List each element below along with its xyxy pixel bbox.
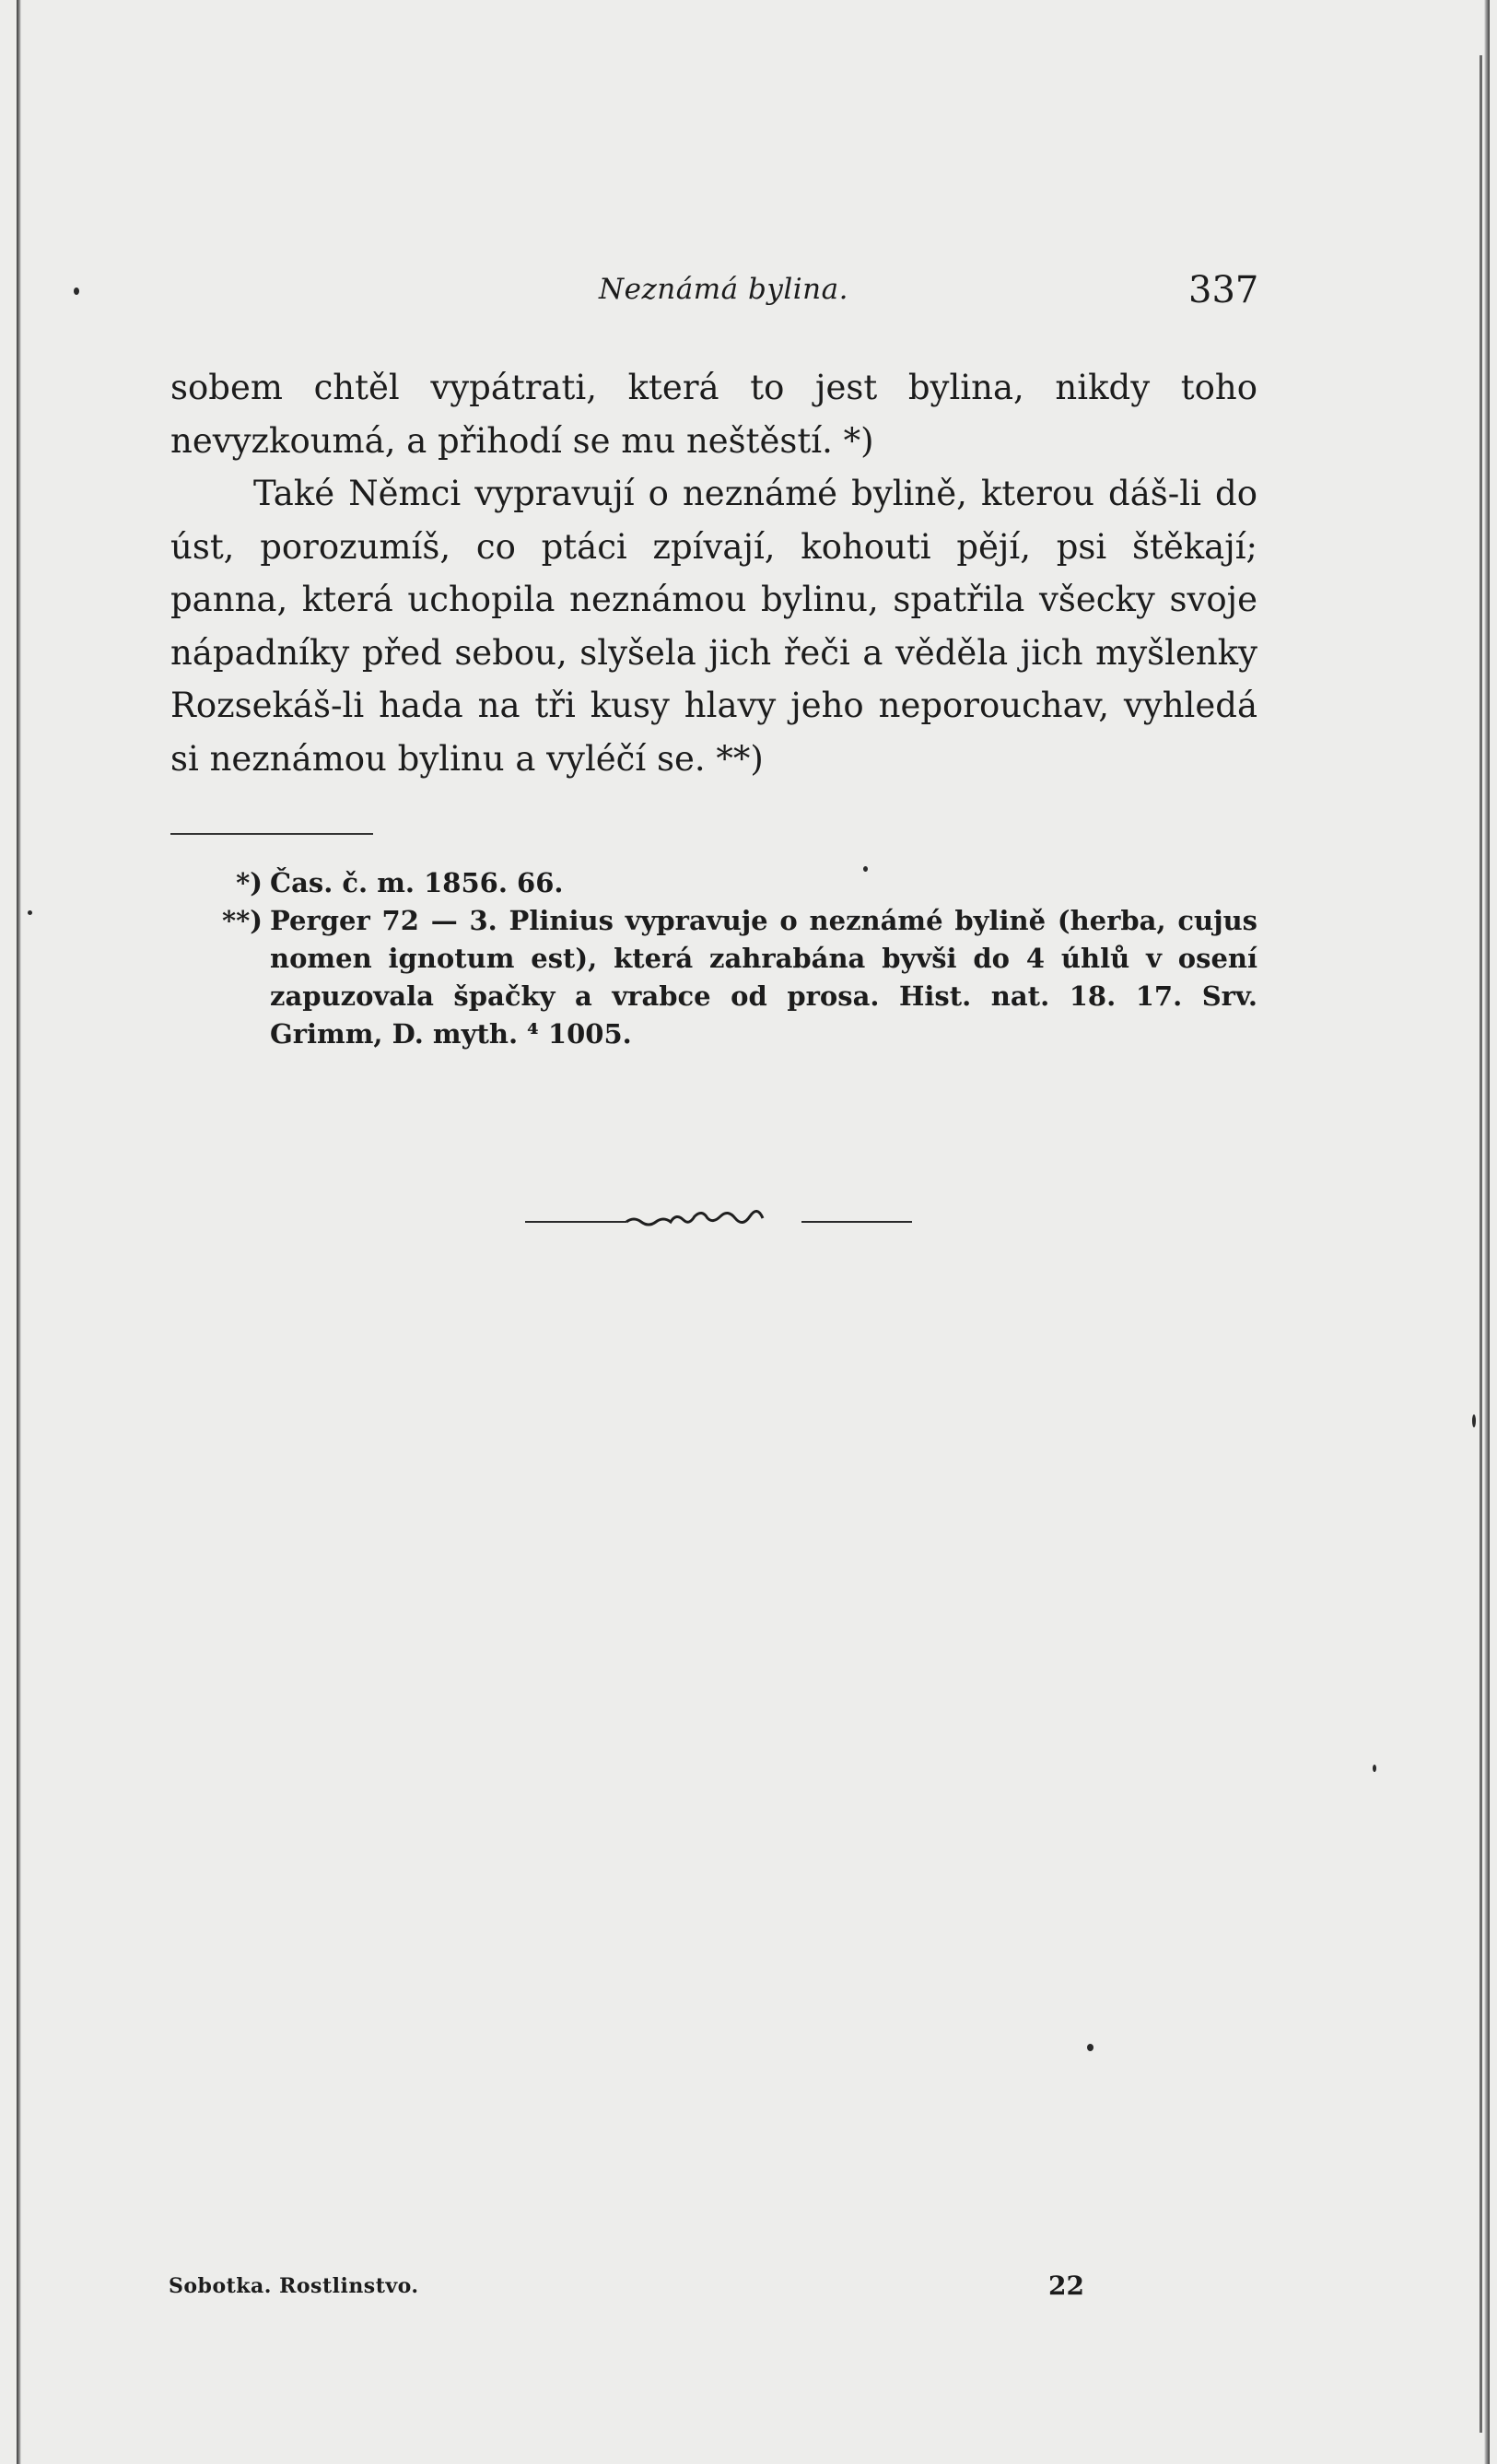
running-head (0, 269, 1497, 313)
footnote-mark: **) (221, 905, 263, 936)
ornament-divider (525, 1207, 912, 1235)
scan-speck (1472, 1414, 1476, 1427)
scan-speck (28, 910, 32, 915)
page-edge-right-shadow (1484, 0, 1490, 2464)
footnote-text: Perger 72 — 3. Plinius vypravuje o neznámé bylině (herba, cujus nomen ignotum est), která zahrabána byvši do 4 úhlů v osení zapuzovala špačky a vrabce od prosa. Hist. nat. 18. 17. Srv. Grimm, D. myth. ⁴ 1005. (270, 905, 1257, 1050)
paragraph-1: sobem chtěl vypátrati, která to jest bylina, nikdy toho nevyzkoumá, a přihodí se mu neštěstí. *) (170, 368, 1257, 461)
footnotes (170, 864, 1257, 1053)
footnote-1 (170, 864, 1257, 902)
scan-speck (863, 866, 868, 872)
footnote-2 (170, 902, 1257, 1053)
page-footer (0, 2270, 1497, 2311)
page-edge-right (1479, 55, 1482, 2433)
running-title: Neznámá bylina. (599, 273, 848, 306)
page-number: 337 (1188, 269, 1259, 311)
printer-signature: Sobotka. Rostlinstvo. (169, 2274, 419, 2298)
paragraph-2: Také Němci vypravují o neznámé bylině, kterou dáš-li do úst, porozumíš, co ptáci zpívají, kohouti pějí, psi štěkají; panna, která uchopila neznámou bylinu, spatřila všecky svoje nápadníky před sebou, slyšela jich řeči a věděla jich myšlenky Rozsekáš-li hada na tři kusy hlavy jeho neporouchav, vyhledá si neznámou bylinu a vyléčí se. **) (170, 474, 1257, 779)
sheet-number: 22 (1048, 2270, 1084, 2301)
page-edge-left (17, 0, 21, 2464)
body-text (170, 361, 1257, 785)
scan-speck (1373, 1765, 1376, 1772)
footnote-mark: *) (236, 867, 263, 898)
scan-speck (74, 287, 79, 295)
footnote-text: Čas. č. m. 1856. 66. (270, 867, 564, 898)
scan-speck (1087, 2044, 1094, 2051)
footnote-rule (170, 833, 373, 835)
